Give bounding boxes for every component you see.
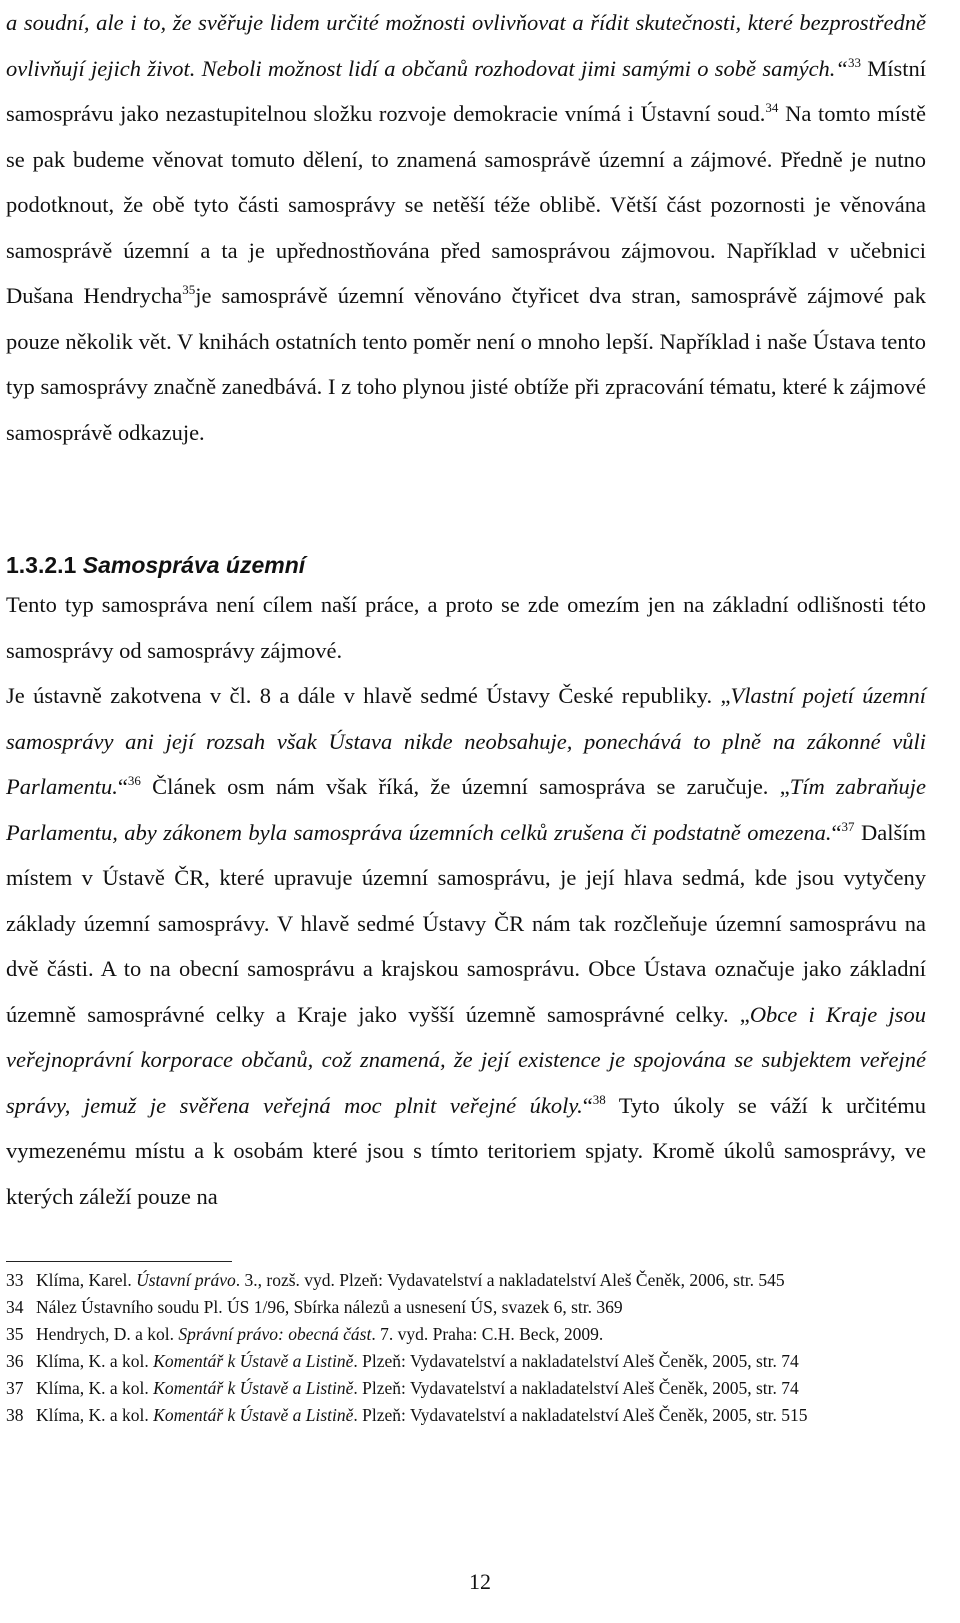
- quote-mark: “: [582, 1092, 593, 1118]
- quote-mark: “: [117, 774, 128, 799]
- quote-end-fragment: a soudní, ale i to, že svěřuje lidem určité možnosti ovlivňovat a řídit skutečnosti, které bezprostředně ovlivňují jejich život. Neboli možnost lidí a občanů rozhodovat jimi samými o sobě samých.“: [6, 10, 926, 81]
- footnote-number: 36: [6, 1351, 24, 1371]
- footnote-text: [36, 1322, 926, 1346]
- footnote-pre: Klíma, K. a kol.: [36, 1378, 154, 1398]
- paragraph-1: [6, 0, 926, 455]
- footnote-number: 35: [6, 1324, 24, 1344]
- footnote-text: [36, 1268, 926, 1292]
- footnote-separator: [6, 1261, 232, 1262]
- body-text-section: [6, 582, 926, 1219]
- footnote-number: 34: [6, 1297, 24, 1317]
- footnote-pre: Klíma, K. a kol.: [36, 1351, 154, 1371]
- footnote-text: [36, 1403, 926, 1427]
- section-heading: [6, 552, 305, 579]
- footnote-post: . Plzeň: Vydavatelství a nakladatelství Aleš Čeněk, 2005, str. 515: [353, 1405, 808, 1425]
- footnote-pre: Nález Ústavního soudu Pl. ÚS 1/96, Sbírka nálezů a usnesení ÚS, svazek 6, str. 369: [36, 1297, 623, 1317]
- paragraph-text: Dalším místem v Ústavě ČR, které upravuje územní samosprávu, je její hlava sedmá, kde jsou vytyčeny základy územní samosprávy. V hlavě sedmé Ústavy ČR nám tak rozčleňuje územní samosprávu na dvě části. A to na obecní samosprávu a krajskou samosprávu. Obce Ústava označuje jako základní územně samosprávné celky a Kraje jako vyšší územně samosprávné celky. „: [6, 819, 926, 1027]
- footnote-post: . Plzeň: Vydavatelství a nakladatelství Aleš Čeněk, 2005, str. 74: [353, 1378, 799, 1398]
- footnote-ref-34[interactable]: 34: [765, 100, 779, 115]
- footnote-post: . 3., rozš. vyd. Plzeň: Vydavatelství a nakladatelství Aleš Čeněk, 2006, str. 545: [235, 1270, 785, 1290]
- quote-3: Obce i Kraje jsou veřejnoprávní korporace občanů, což znamená, že její existence je spojována se subjektem veřejné správy, jemuž je svěřena veřejná moc plnit veřejné úkoly.: [6, 1001, 927, 1118]
- footnote-37: [6, 1376, 926, 1400]
- paragraph-2: Tento typ samospráva není cílem naší práce, a proto se zde omezím jen na základní odlišnosti této samosprávy od samosprávy zájmové.: [6, 592, 926, 663]
- footnote-title: Komentář k Ústavě a Listině: [153, 1405, 354, 1425]
- quote-mark: “: [831, 819, 842, 845]
- paragraph-text: Tyto úkoly se váží k určitému vymezenému místu a k osobám které jsou s tímto teritoriem spjaty. Kromě úkolů samosprávy, ve kterých záleží pouze na: [6, 1092, 926, 1209]
- footnote-post: . 7. vyd. Praha: C.H. Beck, 2009.: [371, 1324, 604, 1344]
- footnote-33: [6, 1268, 926, 1292]
- footnote-text: [36, 1376, 926, 1400]
- footnotes: [6, 1268, 926, 1430]
- footnote-number: 37: [6, 1378, 24, 1398]
- footnote-text: [36, 1349, 926, 1373]
- footnote-title: Ústavní právo: [136, 1270, 236, 1290]
- footnote-ref-36[interactable]: 36: [127, 773, 141, 788]
- section-number: 1.3.2.1: [6, 552, 83, 578]
- footnote-post: . Plzeň: Vydavatelství a nakladatelství Aleš Čeněk, 2005, str. 74: [353, 1351, 799, 1371]
- footnote-title: Komentář k Ústavě a Listině: [153, 1378, 354, 1398]
- footnote-ref-33[interactable]: 33: [847, 54, 861, 70]
- body-text-top: [6, 0, 926, 455]
- paragraph-text: Je ústavně zakotvena v čl. 8 a dále v hlavě sedmé Ústavy České republiky. „: [6, 683, 731, 708]
- paragraph-text: Článek osm nám však říká, že územní samospráva se zaručuje. „: [140, 774, 790, 799]
- footnote-title: Správní právo: obecná část: [178, 1324, 372, 1344]
- section-title: Samospráva územní: [82, 552, 306, 578]
- footnote-title: Komentář k Ústavě a Listině: [153, 1351, 354, 1371]
- footnote-34: [6, 1295, 926, 1319]
- footnote-ref-37[interactable]: 37: [841, 818, 855, 834]
- paragraph-text: Místní samosprávu jako nezastupitelnou složku rozvoje demokracie vnímá i Ústavní soud.: [6, 55, 926, 126]
- paragraph-3: [6, 673, 926, 1219]
- paragraph-text: Na tomto místě se pak budeme věnovat tomuto dělení, to znamená samosprávě územní a zájmové. Předně je nutno podotknout, že obě tyto části samosprávy se netěší téže oblibě. Větší část pozornosti je věnována samosprávě územní a ta je upřednostňována před samosprávou zájmovou. Například v učebnici Dušana Hendrycha: [6, 101, 926, 308]
- page-number: 12: [469, 1569, 491, 1594]
- footnote-36: [6, 1349, 926, 1373]
- footnote-35: [6, 1322, 926, 1346]
- footnote-pre: Klíma, K. a kol.: [36, 1405, 154, 1425]
- footnote-number: 33: [6, 1270, 24, 1290]
- paragraph-text: je samosprávě územní věnováno čtyřicet dva stran, samosprávě zájmové pak pouze několik vět. V knihách ostatních tento poměr není o mnoho lepší. Například i naše Ústava tento typ samosprávy značně zanedbává. I z toho plynou jisté obtíže při zpracování tématu, které k zájmové samosprávě odkazuje.: [6, 283, 926, 445]
- footnote-number: 38: [6, 1405, 24, 1425]
- footnote-text: [36, 1295, 926, 1319]
- quote-2: Tím zabraňuje Parlamentu, aby zákonem byla samospráva územních celků zrušena či podstatně omezena.: [6, 774, 926, 845]
- footnote-pre: Hendrych, D. a kol.: [36, 1324, 179, 1344]
- footnote-pre: Klíma, Karel.: [36, 1270, 137, 1290]
- footnote-ref-38[interactable]: 38: [592, 1091, 606, 1107]
- footnote-38: [6, 1403, 926, 1427]
- quote-1: Vlastní pojetí územní samosprávy ani její rozsah však Ústava nikde neobsahuje, ponechává to plně na zákonné vůli Parlamentu.: [6, 683, 926, 799]
- footnote-ref-35[interactable]: 35: [182, 282, 196, 297]
